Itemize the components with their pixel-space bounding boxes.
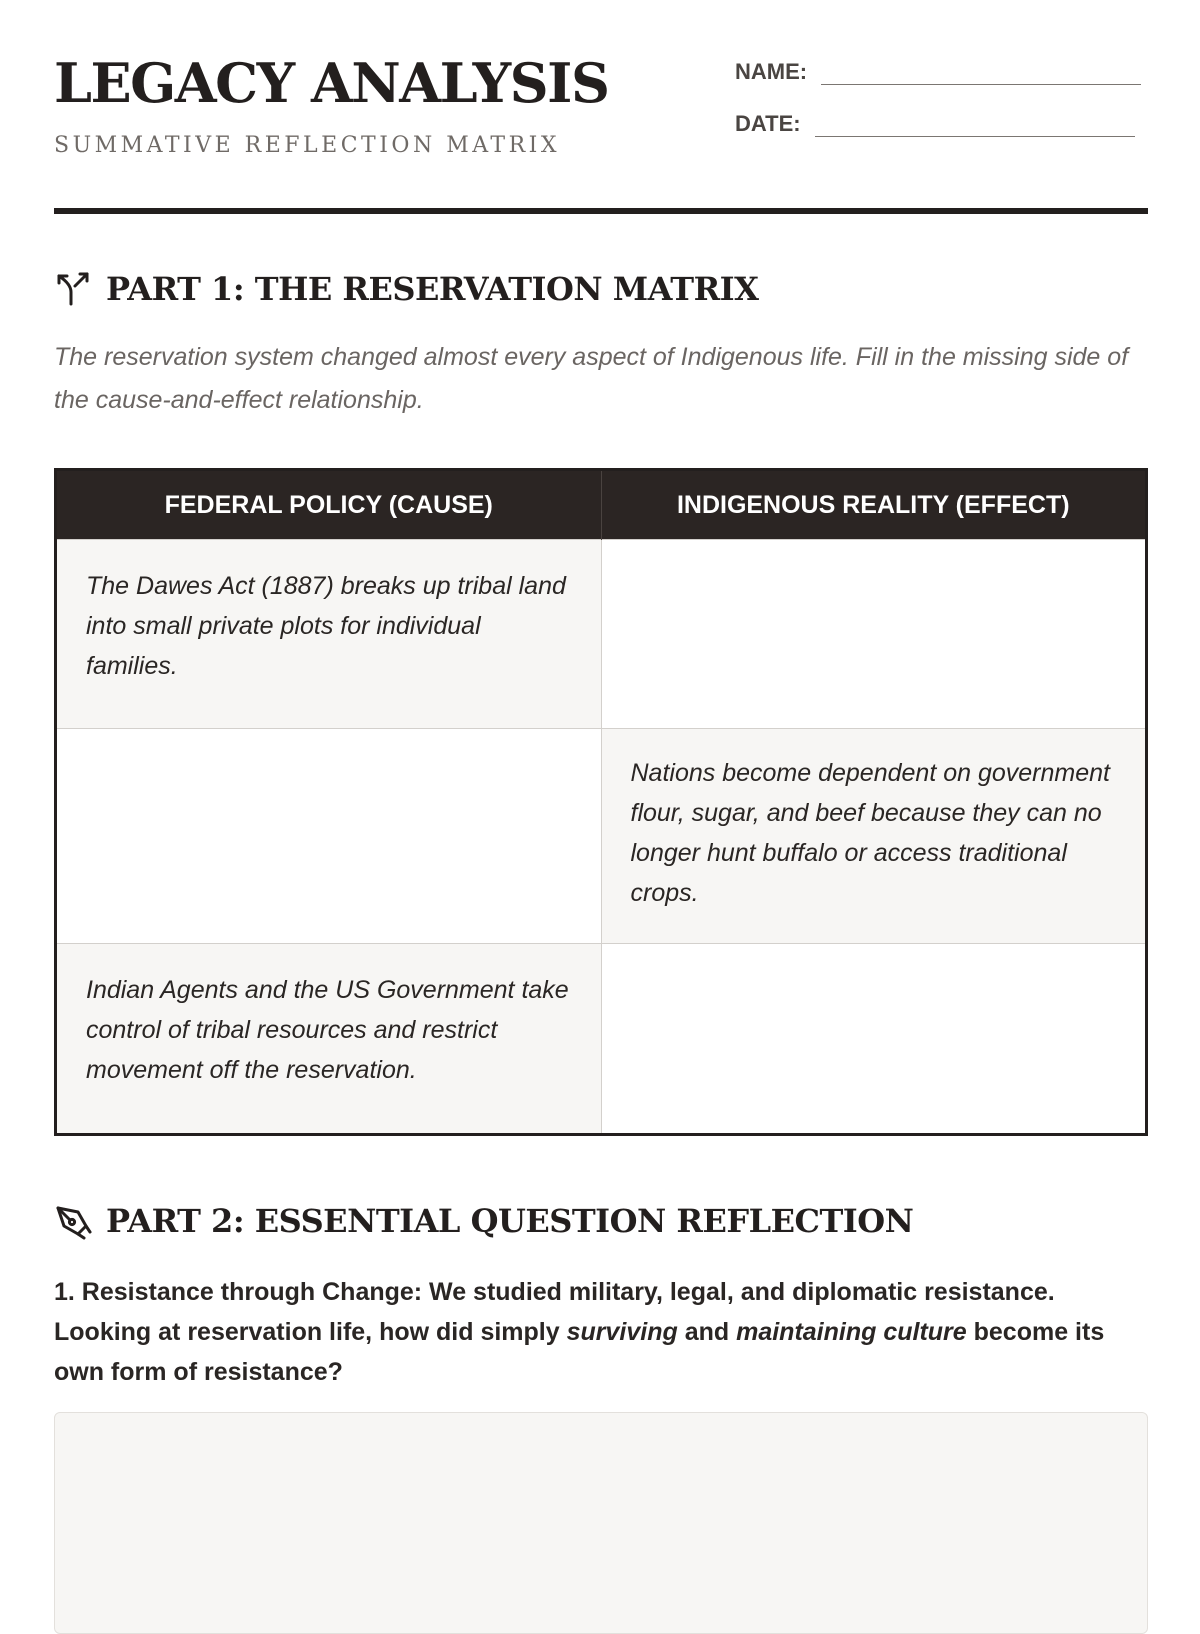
effect-answer-cell-1[interactable] xyxy=(601,540,1147,729)
reflection-answer-box[interactable] xyxy=(54,1412,1148,1634)
table-header-row xyxy=(56,470,1147,540)
cause-cell-3 xyxy=(56,944,602,1135)
part1-instructions: The reservation system changed almost every aspect of Indigenous life. Fill in the missing side of the cause-and-effect relationship. xyxy=(54,343,1129,414)
split-arrows-icon xyxy=(54,270,92,308)
name-field-row xyxy=(735,58,1141,85)
name-label: NAME: xyxy=(735,59,808,84)
effect-answer-cell-3[interactable] xyxy=(601,944,1147,1135)
table-row xyxy=(56,540,1147,729)
question-tail: become its own form of resistance? xyxy=(54,1318,1105,1386)
date-field-row xyxy=(735,110,1135,137)
page-subtitle: SUMMATIVE REFLECTION MATRIX xyxy=(54,133,560,158)
effect-text-1 xyxy=(602,540,1146,566)
question-lead: 1. Resistance through Change: We studied military, legal, and diplomatic resistance. Looking at reservation life, how did simply xyxy=(54,1278,1055,1346)
cause-text-1: The Dawes Act (1887) breaks up tribal land into small private plots for individual families. xyxy=(86,572,566,680)
effect-text-3 xyxy=(602,944,1146,970)
cause-cell-1 xyxy=(56,540,602,729)
effect-text-2: Nations become dependent on government flour, sugar, and beef because they can no longer hunt buffalo or access traditional crops. xyxy=(630,759,1110,907)
pen-nib-icon xyxy=(54,1202,92,1240)
effect-cell-2 xyxy=(601,729,1147,944)
question-mid: and xyxy=(677,1318,737,1346)
worksheet-header xyxy=(54,0,1148,214)
column-header-effect: INDIGENOUS REALITY (EFFECT) xyxy=(601,470,1147,540)
page-title: LEGACY ANALYSIS xyxy=(54,51,609,115)
cause-text-2 xyxy=(57,729,601,753)
name-field[interactable] xyxy=(821,58,1141,85)
essential-question xyxy=(54,1272,1154,1392)
question-emphasis-surviving: surviving xyxy=(566,1318,678,1346)
table-row xyxy=(56,729,1147,944)
part2-title: PART 2: ESSENTIAL QUESTION REFLECTION xyxy=(106,1202,914,1240)
date-field[interactable] xyxy=(815,110,1135,137)
part1-heading xyxy=(54,270,758,308)
part1-title: PART 1: THE RESERVATION MATRIX xyxy=(106,270,759,308)
cause-text-3: Indian Agents and the US Government take control of tribal resources and restrict movement off the reservation. xyxy=(86,976,569,1084)
table-row xyxy=(56,944,1147,1135)
question-emphasis-culture: maintaining culture xyxy=(736,1318,967,1346)
column-header-cause: FEDERAL POLICY (CAUSE) xyxy=(56,470,602,540)
part2-heading xyxy=(54,1202,913,1240)
reservation-matrix-table xyxy=(54,468,1148,1136)
cause-answer-cell-2[interactable] xyxy=(56,729,602,944)
date-label: DATE: xyxy=(735,111,801,136)
worksheet-page xyxy=(54,0,1148,1386)
